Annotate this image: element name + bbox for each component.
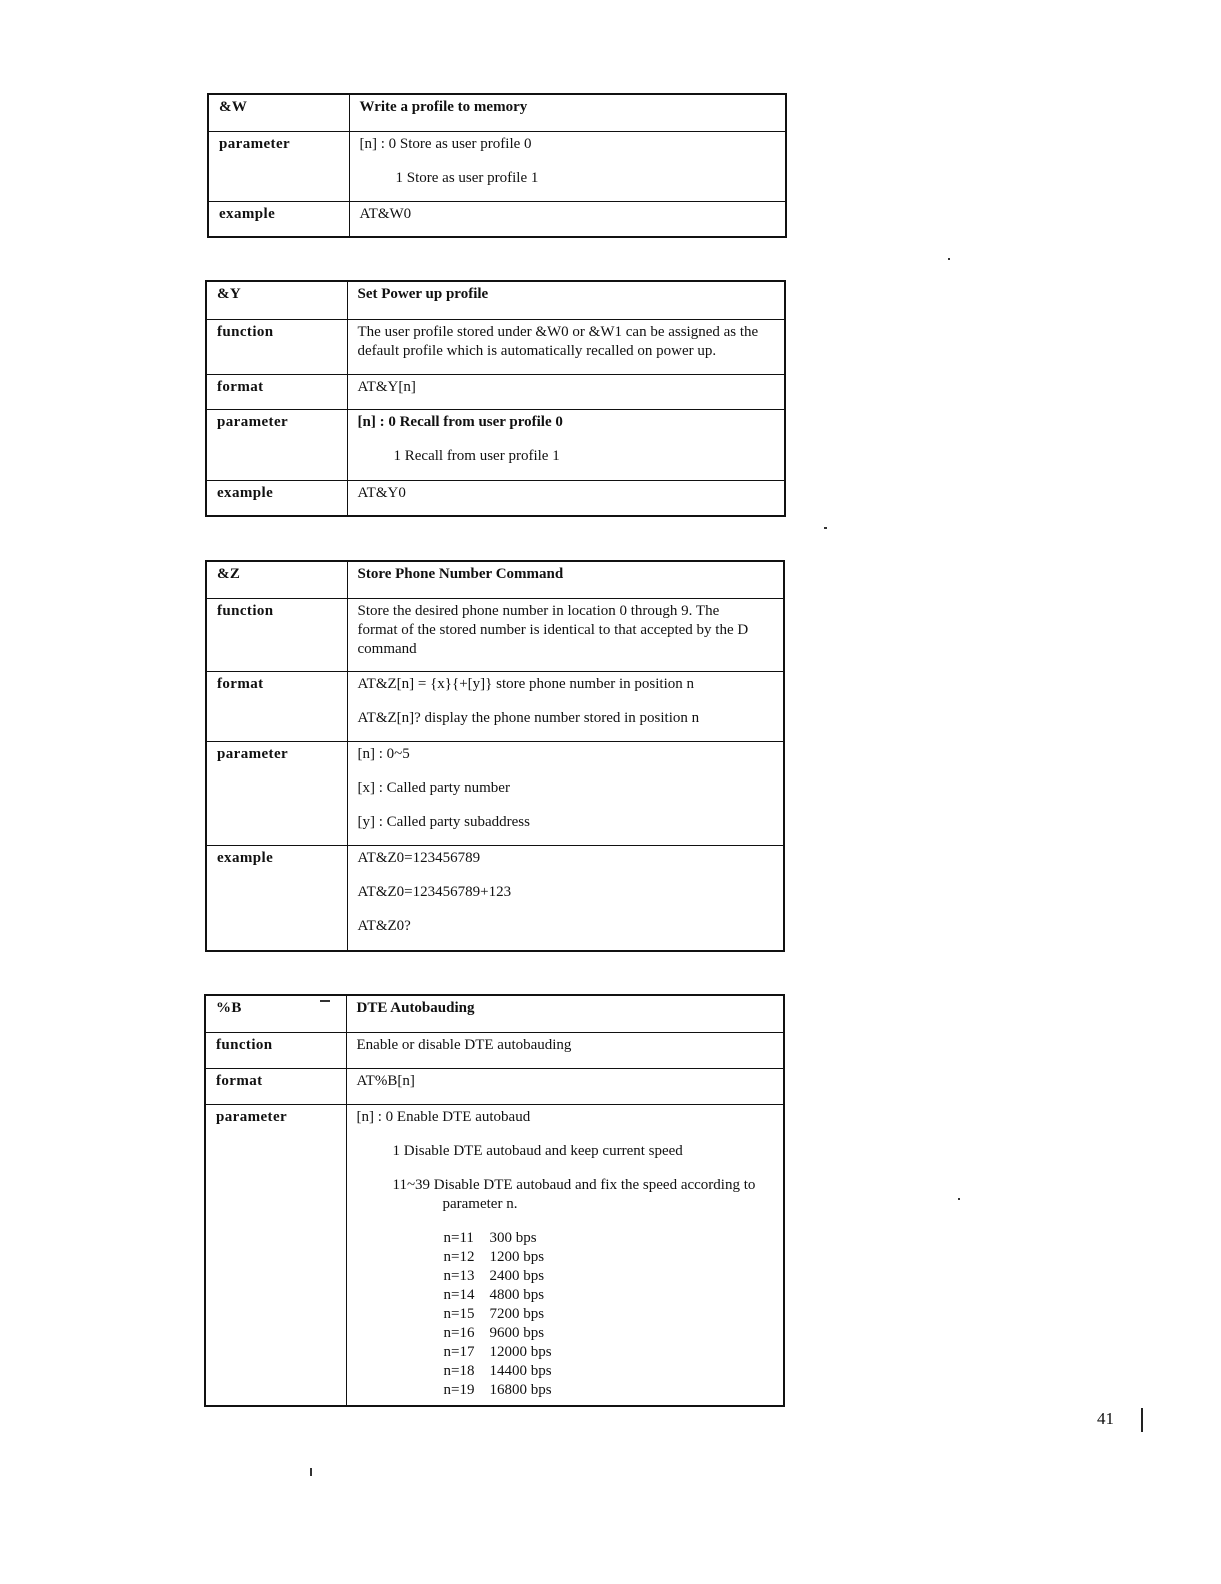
row-value-format: AT%B[n] (346, 1068, 784, 1104)
baud-speed: 12000 bps (489, 1343, 552, 1360)
row-value-parameter (347, 409, 785, 480)
value-line: Store the desired phone number in location 0 through 9. The (357, 602, 720, 619)
row-value-function (347, 319, 785, 374)
baud-rate-item (357, 1381, 782, 1400)
baud-speed: 16800 bps (489, 1381, 552, 1398)
baud-speed: 300 bps (489, 1229, 537, 1246)
command-name: &W (208, 94, 349, 131)
baud-rate-item (357, 1248, 782, 1267)
scan-speck (824, 527, 827, 529)
row-value-example (347, 845, 784, 951)
baud-rate-item (357, 1286, 782, 1305)
baud-speed: 2400 bps (489, 1267, 545, 1284)
value-line: command (357, 640, 417, 657)
row-value-function (347, 598, 784, 671)
baud-n: n=19 (443, 1381, 475, 1398)
baud-speed: 1200 bps (489, 1248, 545, 1265)
row-key-parameter: parameter (208, 131, 349, 201)
baud-n: n=14 (443, 1286, 475, 1303)
command-name: &Z (206, 561, 347, 598)
value-line: default profile which is automatically recalled on power up. (357, 342, 717, 359)
row-value-example: AT&W0 (349, 201, 786, 237)
value-line: [y] : Called party subaddress (357, 813, 530, 830)
value-line: [x] : Called party number (357, 779, 510, 796)
baud-speed: 7200 bps (489, 1305, 545, 1322)
baud-n: n=13 (443, 1267, 475, 1284)
baud-rate-item (357, 1362, 782, 1381)
baud-rate-item (357, 1305, 782, 1324)
row-value-parameter (346, 1104, 784, 1406)
baud-n: n=17 (443, 1343, 475, 1360)
baud-speed: 4800 bps (489, 1286, 545, 1303)
row-key-function: function (206, 319, 347, 374)
baud-rate-item (357, 1324, 782, 1343)
command-name: &Y (206, 281, 347, 319)
scan-speck (310, 1468, 312, 1476)
baud-rate-list (357, 1229, 782, 1400)
command-table-and-y (205, 280, 786, 517)
row-key-format: format (205, 1068, 346, 1104)
baud-speed: 14400 bps (489, 1362, 552, 1379)
command-title: Store Phone Number Command (347, 561, 784, 598)
command-title: Set Power up profile (347, 281, 785, 319)
value-line: format of the stored number is identical to that accepted by the D (357, 621, 749, 638)
row-key-parameter: parameter (206, 741, 347, 845)
margin-bar (1141, 1408, 1143, 1432)
baud-n: n=16 (443, 1324, 475, 1341)
row-key-example: example (206, 480, 347, 516)
scan-speck (320, 1000, 330, 1002)
row-key-example: example (206, 845, 347, 951)
row-key-parameter: parameter (206, 409, 347, 480)
scan-speck (948, 258, 950, 260)
value-line: 11~39 Disable DTE autobaud and fix the speed according to (392, 1176, 756, 1193)
page-number: 41 (1097, 1409, 1114, 1428)
command-name: %B (205, 995, 346, 1032)
row-key-example: example (208, 201, 349, 237)
baud-rate-item (357, 1267, 782, 1286)
value-line: AT&Z0=123456789 (357, 849, 481, 866)
row-value-format (347, 671, 784, 741)
value-line: AT&Z0=123456789+123 (357, 883, 512, 900)
value-line: 1 Store as user profile 1 (395, 169, 539, 186)
row-key-parameter: parameter (205, 1104, 346, 1406)
value-line: parameter n. (442, 1195, 518, 1212)
value-line: [n] : 0~5 (357, 745, 410, 762)
value-line: [n] : 0 Recall from user profile 0 (357, 413, 563, 430)
row-value-format: AT&Y[n] (347, 374, 785, 409)
baud-n: n=11 (443, 1229, 474, 1246)
baud-n: n=18 (443, 1362, 475, 1379)
baud-n: n=15 (443, 1305, 475, 1322)
row-key-format: format (206, 671, 347, 741)
command-table-and-w (207, 93, 787, 238)
row-key-format: format (206, 374, 347, 409)
command-title: DTE Autobauding (346, 995, 784, 1032)
row-value-parameter (349, 131, 786, 201)
row-value-example: AT&Y0 (347, 480, 785, 516)
baud-rate-item (357, 1343, 782, 1362)
row-key-function: function (205, 1032, 346, 1068)
value-line: The user profile stored under &W0 or &W1 can be assigned as the (357, 323, 759, 340)
value-line: AT&Z[n] = {x}{+[y]} store phone number in position n (357, 675, 695, 692)
command-table-percent-b (204, 994, 785, 1407)
value-line: [n] : 0 Store as user profile 0 (359, 135, 532, 152)
baud-n: n=12 (443, 1248, 475, 1265)
value-line: AT&Z[n]? display the phone number stored in position n (357, 709, 700, 726)
scan-speck (958, 1198, 960, 1200)
value-line: [n] : 0 Enable DTE autobaud (356, 1108, 531, 1125)
row-value-function: Enable or disable DTE autobauding (346, 1032, 784, 1068)
value-line: 1 Disable DTE autobaud and keep current speed (392, 1142, 683, 1159)
command-title: Write a profile to memory (349, 94, 786, 131)
row-key-function: function (206, 598, 347, 671)
value-line: 1 Recall from user profile 1 (393, 447, 560, 464)
baud-speed: 9600 bps (489, 1324, 545, 1341)
command-table-and-z (205, 560, 785, 952)
baud-rate-item (357, 1229, 782, 1248)
row-value-parameter (347, 741, 784, 845)
value-line: AT&Z0? (357, 917, 411, 934)
